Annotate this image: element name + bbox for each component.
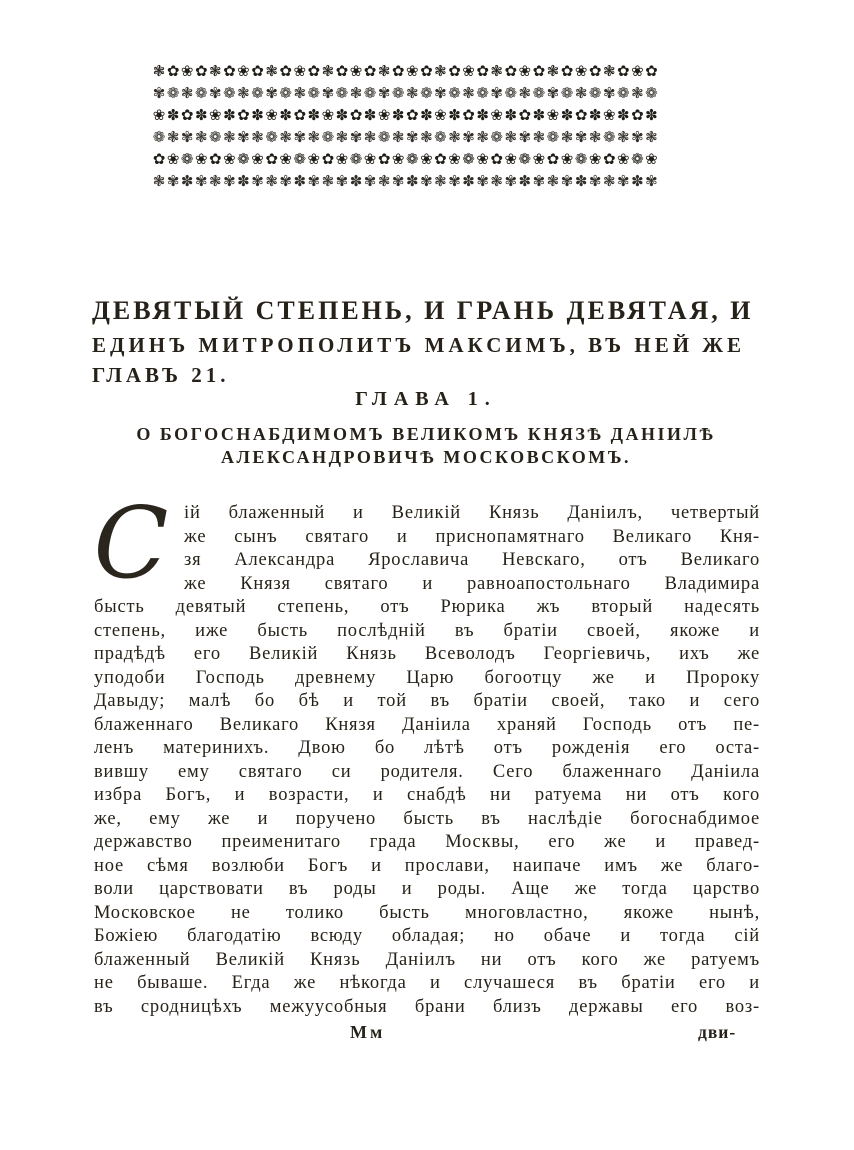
chapter-subtitle (92, 423, 760, 469)
body-line: не бываше. Егда же нѣкогда и случашеся въ братіи его и (94, 973, 760, 993)
body-line: уподоби Господь древнему Царю богоотцу же и Пророку (94, 667, 760, 688)
body-line: прадѣдѣ его Великій Князь Всеволодъ Георгіевичь, ихъ же (94, 644, 760, 664)
chapter-subtitle-line-1: О БОГОСНАБДИМОМЪ ВЕЛИКОМЪ КНЯЗѢ ДАНІИЛѢ (136, 424, 716, 444)
section-heading (92, 296, 764, 388)
body-line: ій блаженный и Великій Князь Даніилъ, четвертый (184, 503, 760, 523)
body-text (94, 502, 760, 1019)
ornament-band (88, 60, 724, 200)
catchword: дви- (698, 1022, 737, 1042)
body-line: же сынъ святаго и приснопамятнаго Великаго Кня- (184, 526, 760, 547)
body-line: Божіею благодатію всюду обладая; но обаче и тогда сій (94, 926, 760, 946)
fleuron-ornament-row: ❃✾✽✾❃✾✽✾❃✾✽✾❃✾✽✾❃✾✽✾❃✾✽✾❃✾✽✾❃✾✽✾❃✾✽✾ (152, 172, 660, 190)
body-line: же Князя святаго и равноапостольнаго Владимира (184, 573, 760, 594)
body-line: вившу ему святаго си родителя. Сего блаженнаго Даніила (94, 761, 760, 782)
body-line: Московское не толико бысть многовластно, якоже нынѣ, (94, 902, 760, 923)
body-line: зя Александра Ярославича Невскаго, отъ Великаго (184, 550, 760, 570)
section-heading-line-3: ГЛАВЪ 21. (92, 363, 230, 387)
section-heading-line-2: ЕДИНЪ МИТРОПОЛИТЪ МАКСИМЪ, ВЪ НЕЙ ЖЕ (92, 333, 746, 357)
fleuron-ornament-row: ❀✽✿✽❀✽✿✽❀✽✿✽❀✽✿✽❀✽✿✽❀✽✿✽❀✽✿✽❀✽✿✽❀✽✿✽ (152, 106, 660, 124)
body-line: въ сродницѣхъ межуусобныя брани близъ державы его воз- (94, 996, 760, 1017)
signature-mark: Мм (350, 1022, 386, 1042)
body-line: ленъ материнихъ. Двою бо лѣтѣ отъ рожденія его оста- (94, 738, 760, 758)
fleuron-ornament-row: ✿❀❁❀✿❀❁❀✿❀❁❀✿❀❁❀✿❀❁❀✿❀❁❀✿❀❁❀✿❀❁❀✿❀❁❀ (152, 150, 660, 168)
chapter-heading: ГЛАВА 1. (355, 388, 497, 410)
body-line: блаженнаго Великаго Князя Даніила храняй Господь отъ пе- (94, 714, 760, 735)
body-line: ное сѣмя возлюби Богъ и прослави, наипаче имъ же благо- (94, 855, 760, 876)
chapter-subtitle-line-2: АЛЕКСАНДРОВИЧѢ МОСКОВСКОМЪ. (220, 447, 632, 467)
drop-cap-initial: С (93, 487, 169, 601)
body-line: воли царствовати въ роды и роды. Аще же тогда царство (94, 879, 760, 899)
body-line: державство преименитаго града Москвы, его же и правед- (94, 832, 760, 852)
body-line: Давыду; малѣ бо бѣ и той въ братіи своей, тако и сего (94, 691, 760, 711)
body-line: же, ему же и поручено бысть въ наслѣдіе богоснабдимое (94, 808, 760, 829)
body-line: избра Богъ, и возрасти, и снабдѣ ни ратуема ни отъ кого (94, 785, 760, 805)
fleuron-ornament-row: ✾❁❃❁✾❁❃❁✾❁❃❁✾❁❃❁✾❁❃❁✾❁❃❁✾❁❃❁✾❁❃❁✾❁❃❁ (152, 84, 660, 102)
section-heading-line-1: ДЕВЯТЫЙ СТЕПЕНЬ, И ГРАНЬ ДЕВЯТАЯ, И (92, 296, 754, 325)
fleuron-ornament-row: ❃✿❀✿❃✿❀✿❃✿❀✿❃✿❀✿❃✿❀✿❃✿❀✿❃✿❀✿❃✿❀✿❃✿❀✿ (152, 62, 660, 80)
body-line: степень, иже бысть послѣдній въ братіи своей, якоже и (94, 620, 760, 641)
body-line: бысть девятый степень, отъ Рюрика жъ вторый надесять (94, 597, 760, 617)
body-line: блаженный Великій Князь Даніилъ ни отъ кого же ратуемъ (94, 949, 760, 970)
fleuron-ornament-row: ❁❃✾❃❁❃✾❃❁❃✾❃❁❃✾❃❁❃✾❃❁❃✾❃❁❃✾❃❁❃✾❃❁❃✾❃ (152, 128, 660, 146)
